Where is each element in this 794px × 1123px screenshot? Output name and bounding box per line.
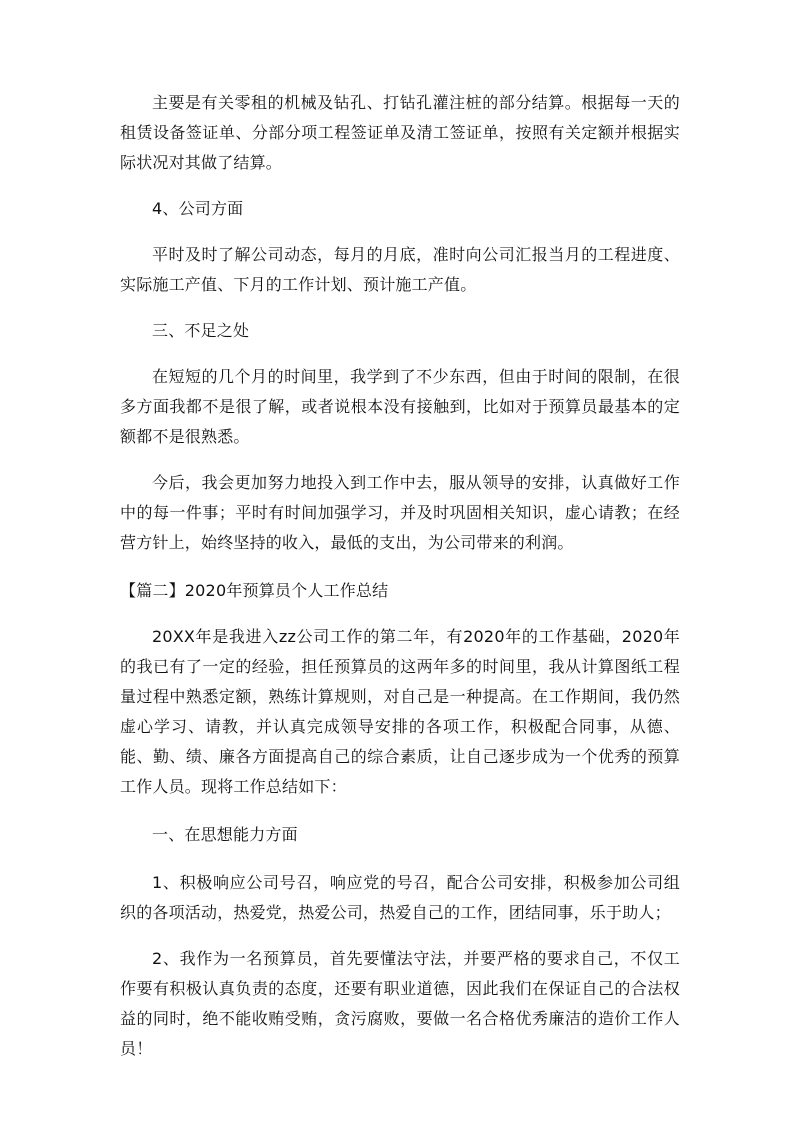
paragraph-intro: 20XX年是我进入zz公司工作的第二年，有2020年的工作基础，2020年的我已有了一定的经验，担任预算员的这两年多的时间里，我从计算图纸工程量过程中熟悉定额，熟练计算规则，对自己是一种提高。在工作期间，我仍然虚心学习、请教，并认真完成领导安排的各项工作，积极配合同事，从德、能、勤、绩、廉各方面提高自己的综合素质，让自己逐步成为一个优秀的预算工作人员。现将工作总结如下： [120, 627, 680, 796]
paragraph-item-2: 2、我作为一名预算员，首先要懂法守法，并要严格的要求自己，不仅工作要有积极认真负责的态度，还要有职业道德，因此我们在保证自己的合法权益的同时，绝不能收贿受贿，贪污腐败，要做一名合格优秀廉洁的造价工作人员！ [120, 949, 680, 1058]
paragraph-company: 平时及时了解公司动态，每月的月底，准时向公司汇报当月的工程进度、实际施工产值、下月的工作计划、预计施工产值。 [120, 245, 680, 294]
paragraph-item-1: 1、积极响应公司号召，响应党的号召，配合公司安排，积极参加公司组织的各项活动，热爱党，热爱公司，热爱自己的工作，团结同事，乐于助人； [120, 873, 680, 922]
section-heading-thinking: 一、在思想能力方面 [152, 825, 298, 844]
document-page [120, 88, 680, 1064]
section-heading-company: 4、公司方面 [152, 199, 244, 218]
paragraph-future: 今后，我会更加努力地投入到工作中去，服从领导的安排，认真做好工作中的每一件事；平时有时间加强学习，并及时巩固相关知识，虚心请教；在经营方针上，始终坚持的收入，最低的支出，为公司带来的利润。 [120, 473, 680, 552]
article-title: 【篇二】2020年预算员个人工作总结 [120, 581, 389, 600]
paragraph-settlement: 主要是有关零租的机械及钻孔、打钻孔灌注桩的部分结算。根据每一天的租赁设备签证单、分部分项工程签证单及清工签证单，按照有关定额并根据实际状况对其做了结算。 [120, 93, 680, 172]
paragraph-shortcomings: 在短短的几个月的时间里，我学到了不少东西，但由于时间的限制，在很多方面我都不是很了解，或者说根本没有接触到，比如对于预算员最基本的定额都不是很熟悉。 [120, 367, 680, 446]
section-heading-shortcomings: 三、不足之处 [152, 321, 250, 340]
